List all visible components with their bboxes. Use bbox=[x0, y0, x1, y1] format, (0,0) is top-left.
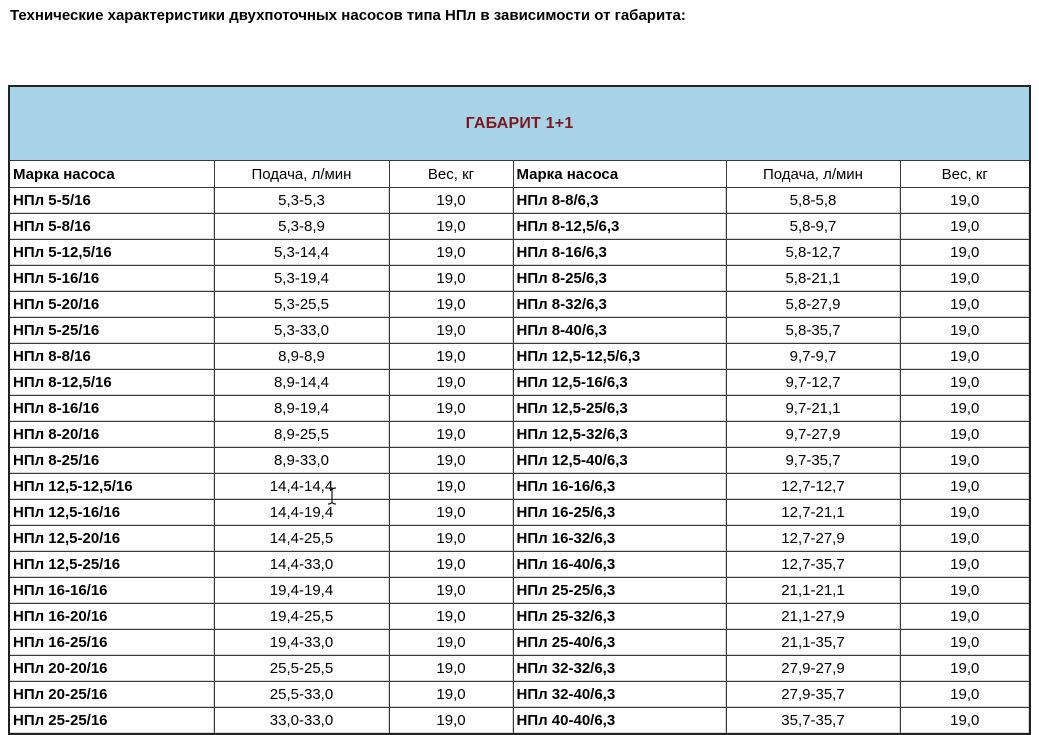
weight-cell: 19,0 bbox=[389, 500, 513, 526]
table-row bbox=[9, 474, 1030, 500]
column-header-weight-left: Вес, кг bbox=[389, 161, 513, 188]
pump-model-cell: НПл 12,5-16/6,3 bbox=[513, 370, 726, 396]
pump-model-cell: НПл 32-40/6,3 bbox=[513, 682, 726, 708]
pump-model-cell: НПл 12,5-25/6,3 bbox=[513, 396, 726, 422]
weight-cell: 19,0 bbox=[389, 292, 513, 318]
page-title: Технические характеристики двухпоточных насосов типа НПл в зависимости от габарита: bbox=[10, 7, 686, 24]
table-row bbox=[9, 214, 1030, 240]
weight-cell: 19,0 bbox=[900, 604, 1030, 630]
weight-cell: 19,0 bbox=[389, 604, 513, 630]
weight-cell: 19,0 bbox=[900, 708, 1030, 735]
pump-model-cell: НПл 16-32/6,3 bbox=[513, 526, 726, 552]
weight-cell: 19,0 bbox=[900, 656, 1030, 682]
table-row bbox=[9, 604, 1030, 630]
pump-model-cell: НПл 12,5-40/6,3 bbox=[513, 448, 726, 474]
pump-model-cell: НПл 25-40/6,3 bbox=[513, 630, 726, 656]
weight-cell: 19,0 bbox=[900, 448, 1030, 474]
flow-cell: 14,4-14,4 bbox=[214, 474, 389, 500]
flow-cell: 14,4-19,4 bbox=[214, 500, 389, 526]
flow-cell: 21,1-35,7 bbox=[726, 630, 900, 656]
weight-cell: 19,0 bbox=[900, 474, 1030, 500]
pump-model-cell: НПл 8-12,5/16 bbox=[9, 370, 214, 396]
flow-cell: 5,3-33,0 bbox=[214, 318, 389, 344]
flow-cell: 12,7-27,9 bbox=[726, 526, 900, 552]
table-row bbox=[9, 396, 1030, 422]
table-row bbox=[9, 682, 1030, 708]
weight-cell: 19,0 bbox=[389, 656, 513, 682]
pump-model-cell: НПл 25-25/6,3 bbox=[513, 578, 726, 604]
weight-cell: 19,0 bbox=[900, 396, 1030, 422]
weight-cell: 19,0 bbox=[900, 578, 1030, 604]
weight-cell: 19,0 bbox=[389, 708, 513, 735]
table-row bbox=[9, 526, 1030, 552]
weight-cell: 19,0 bbox=[389, 682, 513, 708]
flow-cell: 12,7-35,7 bbox=[726, 552, 900, 578]
pump-model-cell: НПл 5-16/16 bbox=[9, 266, 214, 292]
pump-model-cell: НПл 12,5-25/16 bbox=[9, 552, 214, 578]
pump-model-cell: НПл 12,5-12,5/6,3 bbox=[513, 344, 726, 370]
pump-model-cell: НПл 8-16/6,3 bbox=[513, 240, 726, 266]
column-header-weight-right: Вес, кг bbox=[900, 161, 1030, 188]
weight-cell: 19,0 bbox=[389, 214, 513, 240]
pump-model-cell: НПл 20-25/16 bbox=[9, 682, 214, 708]
flow-cell: 5,8-35,7 bbox=[726, 318, 900, 344]
pump-model-cell: НПл 16-16/16 bbox=[9, 578, 214, 604]
flow-cell: 35,7-35,7 bbox=[726, 708, 900, 735]
pump-specs-table bbox=[8, 85, 1031, 735]
flow-cell: 19,4-19,4 bbox=[214, 578, 389, 604]
weight-cell: 19,0 bbox=[389, 578, 513, 604]
table-row bbox=[9, 656, 1030, 682]
pump-model-cell: НПл 8-40/6,3 bbox=[513, 318, 726, 344]
table-row bbox=[9, 578, 1030, 604]
flow-cell: 8,9-25,5 bbox=[214, 422, 389, 448]
flow-cell: 9,7-12,7 bbox=[726, 370, 900, 396]
table-row bbox=[9, 500, 1030, 526]
flow-cell: 5,3-19,4 bbox=[214, 266, 389, 292]
gabarit-header: ГАБАРИТ 1+1 bbox=[9, 86, 1030, 161]
weight-cell: 19,0 bbox=[389, 188, 513, 214]
table-row bbox=[9, 708, 1030, 735]
weight-cell: 19,0 bbox=[389, 552, 513, 578]
weight-cell: 19,0 bbox=[900, 370, 1030, 396]
weight-cell: 19,0 bbox=[389, 526, 513, 552]
column-header-flow-right: Подача, л/мин bbox=[726, 161, 900, 188]
flow-cell: 5,8-27,9 bbox=[726, 292, 900, 318]
table-row bbox=[9, 292, 1030, 318]
pump-model-cell: НПл 40-40/6,3 bbox=[513, 708, 726, 735]
pump-model-cell: НПл 12,5-16/16 bbox=[9, 500, 214, 526]
pump-model-cell: НПл 16-40/6,3 bbox=[513, 552, 726, 578]
table-row bbox=[9, 318, 1030, 344]
flow-cell: 14,4-25,5 bbox=[214, 526, 389, 552]
weight-cell: 19,0 bbox=[900, 552, 1030, 578]
flow-cell: 19,4-33,0 bbox=[214, 630, 389, 656]
pump-model-cell: НПл 25-25/16 bbox=[9, 708, 214, 735]
table-row bbox=[9, 422, 1030, 448]
column-header-row bbox=[9, 161, 1030, 188]
pump-model-cell: НПл 5-5/16 bbox=[9, 188, 214, 214]
pump-model-cell: НПл 5-20/16 bbox=[9, 292, 214, 318]
pump-model-cell: НПл 8-16/16 bbox=[9, 396, 214, 422]
flow-cell: 27,9-35,7 bbox=[726, 682, 900, 708]
flow-cell: 33,0-33,0 bbox=[214, 708, 389, 735]
weight-cell: 19,0 bbox=[900, 292, 1030, 318]
pump-model-cell: НПл 20-20/16 bbox=[9, 656, 214, 682]
flow-cell: 8,9-8,9 bbox=[214, 344, 389, 370]
column-header-pump-model-right: Марка насоса bbox=[513, 161, 726, 188]
weight-cell: 19,0 bbox=[389, 474, 513, 500]
pump-model-cell: НПл 16-25/6,3 bbox=[513, 500, 726, 526]
flow-cell: 9,7-21,1 bbox=[726, 396, 900, 422]
weight-cell: 19,0 bbox=[389, 370, 513, 396]
pump-model-cell: НПл 16-16/6,3 bbox=[513, 474, 726, 500]
pump-model-cell: НПл 8-12,5/6,3 bbox=[513, 214, 726, 240]
flow-cell: 5,3-14,4 bbox=[214, 240, 389, 266]
flow-cell: 12,7-21,1 bbox=[726, 500, 900, 526]
table-row bbox=[9, 266, 1030, 292]
flow-cell: 9,7-9,7 bbox=[726, 344, 900, 370]
pump-model-cell: НПл 12,5-12,5/16 bbox=[9, 474, 214, 500]
flow-cell: 25,5-25,5 bbox=[214, 656, 389, 682]
flow-cell: 9,7-27,9 bbox=[726, 422, 900, 448]
weight-cell: 19,0 bbox=[900, 526, 1030, 552]
table-row bbox=[9, 552, 1030, 578]
gabarit-header-row bbox=[9, 86, 1030, 161]
flow-cell: 19,4-25,5 bbox=[214, 604, 389, 630]
weight-cell: 19,0 bbox=[389, 266, 513, 292]
weight-cell: 19,0 bbox=[900, 682, 1030, 708]
pump-model-cell: НПл 16-25/16 bbox=[9, 630, 214, 656]
table-body bbox=[9, 188, 1030, 735]
table-row bbox=[9, 630, 1030, 656]
flow-cell: 8,9-14,4 bbox=[214, 370, 389, 396]
flow-cell: 12,7-12,7 bbox=[726, 474, 900, 500]
weight-cell: 19,0 bbox=[389, 422, 513, 448]
pump-model-cell: НПл 8-25/6,3 bbox=[513, 266, 726, 292]
pump-model-cell: НПл 8-25/16 bbox=[9, 448, 214, 474]
flow-cell: 25,5-33,0 bbox=[214, 682, 389, 708]
flow-cell: 5,3-5,3 bbox=[214, 188, 389, 214]
pump-model-cell: НПл 8-32/6,3 bbox=[513, 292, 726, 318]
pump-model-cell: НПл 5-8/16 bbox=[9, 214, 214, 240]
flow-cell: 5,8-5,8 bbox=[726, 188, 900, 214]
pump-model-cell: НПл 8-8/6,3 bbox=[513, 188, 726, 214]
table-row bbox=[9, 188, 1030, 214]
weight-cell: 19,0 bbox=[389, 448, 513, 474]
table-row bbox=[9, 344, 1030, 370]
column-header-pump-model-left: Марка насоса bbox=[9, 161, 214, 188]
weight-cell: 19,0 bbox=[389, 396, 513, 422]
flow-cell: 21,1-21,1 bbox=[726, 578, 900, 604]
weight-cell: 19,0 bbox=[900, 214, 1030, 240]
table-row bbox=[9, 240, 1030, 266]
pump-model-cell: НПл 32-32/6,3 bbox=[513, 656, 726, 682]
weight-cell: 19,0 bbox=[900, 422, 1030, 448]
flow-cell: 21,1-27,9 bbox=[726, 604, 900, 630]
pump-model-cell: НПл 12,5-20/16 bbox=[9, 526, 214, 552]
pump-model-cell: НПл 25-32/6,3 bbox=[513, 604, 726, 630]
weight-cell: 19,0 bbox=[389, 240, 513, 266]
weight-cell: 19,0 bbox=[900, 188, 1030, 214]
pump-model-cell: НПл 12,5-32/6,3 bbox=[513, 422, 726, 448]
column-header-flow-left: Подача, л/мин bbox=[214, 161, 389, 188]
weight-cell: 19,0 bbox=[900, 630, 1030, 656]
weight-cell: 19,0 bbox=[389, 630, 513, 656]
flow-cell: 9,7-35,7 bbox=[726, 448, 900, 474]
weight-cell: 19,0 bbox=[389, 318, 513, 344]
flow-cell: 5,8-21,1 bbox=[726, 266, 900, 292]
weight-cell: 19,0 bbox=[900, 318, 1030, 344]
pump-model-cell: НПл 5-12,5/16 bbox=[9, 240, 214, 266]
flow-cell: 5,8-9,7 bbox=[726, 214, 900, 240]
flow-cell: 5,3-8,9 bbox=[214, 214, 389, 240]
weight-cell: 19,0 bbox=[900, 240, 1030, 266]
table-row bbox=[9, 370, 1030, 396]
pump-model-cell: НПл 16-20/16 bbox=[9, 604, 214, 630]
flow-cell: 8,9-33,0 bbox=[214, 448, 389, 474]
flow-cell: 8,9-19,4 bbox=[214, 396, 389, 422]
pump-model-cell: НПл 8-8/16 bbox=[9, 344, 214, 370]
flow-cell: 14,4-33,0 bbox=[214, 552, 389, 578]
weight-cell: 19,0 bbox=[389, 344, 513, 370]
flow-cell: 5,3-25,5 bbox=[214, 292, 389, 318]
weight-cell: 19,0 bbox=[900, 500, 1030, 526]
pump-model-cell: НПл 5-25/16 bbox=[9, 318, 214, 344]
weight-cell: 19,0 bbox=[900, 266, 1030, 292]
flow-cell: 5,8-12,7 bbox=[726, 240, 900, 266]
weight-cell: 19,0 bbox=[900, 344, 1030, 370]
pump-model-cell: НПл 8-20/16 bbox=[9, 422, 214, 448]
flow-cell: 27,9-27,9 bbox=[726, 656, 900, 682]
table-row bbox=[9, 448, 1030, 474]
